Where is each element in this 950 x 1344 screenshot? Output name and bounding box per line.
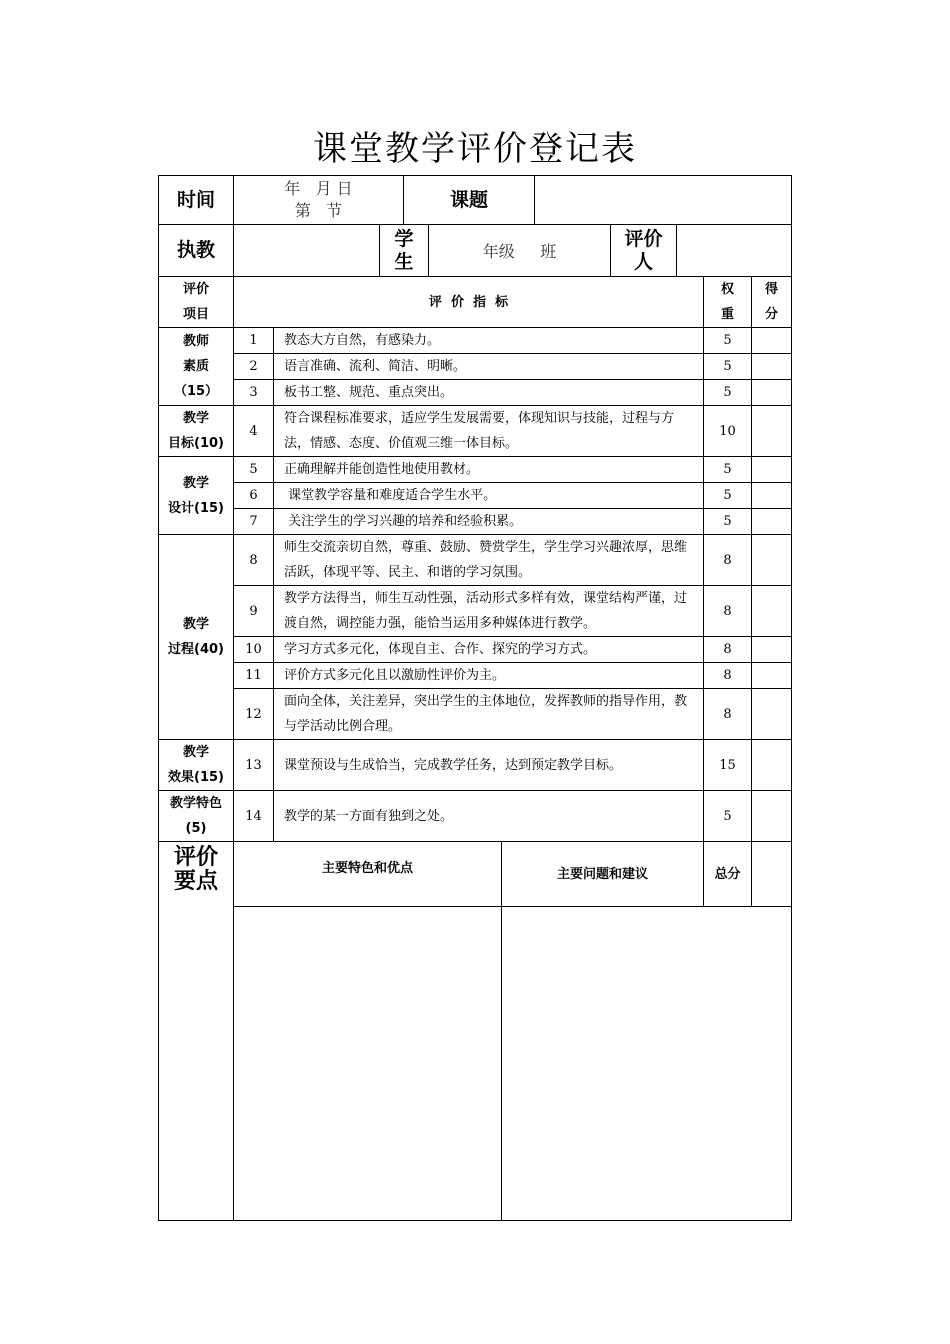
criterion-text: 教学方法得当，师生互动性强，活动形式多样有效，课堂结构严谨，过渡自然，调控能力强，能恰当运用多种媒体进行教学。 [274,586,704,637]
teacher-label: 执教 [159,225,234,277]
category-teaching-process [159,535,234,740]
score-field[interactable] [752,637,792,663]
row-weight: 5 [704,791,752,842]
table-row [159,791,792,842]
category-teaching-feature [159,791,234,842]
criterion-text: 关注学生的学习兴趣的培养和经验积累。 [274,509,704,535]
col-weight-header [704,277,752,328]
criterion-text: 面向全体，关注差异，突出学生的主体地位，发挥教师的指导作用，教与学活动比例合理。 [274,689,704,740]
category-line: 教师 [182,334,209,349]
category-teaching-effect [159,740,234,791]
table-row [159,637,792,663]
row-weight: 8 [704,637,752,663]
evaluation-points-line2: 要点 [173,869,218,894]
row-number: 4 [234,406,274,457]
criterion-text: 教学的某一方面有独到之处。 [274,791,704,842]
criterion-text: 课堂教学容量和难度适合学生水平。 [274,483,704,509]
score-field[interactable] [752,689,792,740]
row-number: 8 [234,535,274,586]
evaluation-table [158,276,792,1221]
score-field[interactable] [752,406,792,457]
category-line: 设计(15) [168,500,224,516]
row-number: 11 [234,663,274,689]
category-teaching-goals [159,406,234,457]
score-field[interactable] [752,457,792,483]
category-line: 教学 [182,745,209,760]
col-score-header-line2: 分 [764,307,778,322]
topic-label: 课题 [404,176,535,225]
category-line: 目标(10) [168,436,224,451]
row-weight: 5 [704,509,752,535]
score-field[interactable] [752,586,792,637]
criterion-text: 符合课程标准要求，适应学生发展需要，体现知识与技能，过程与方法，情感、态度、价值观三维一体目标。 [274,406,704,457]
criterion-text: 教态大方自然，有感染力。 [274,328,704,354]
table-row [159,457,792,483]
col-weight-header-line2: 重 [720,307,734,322]
features-text-area[interactable] [234,907,502,1221]
evaluator-label-line2: 人 [633,250,653,273]
category-line: 教学 [182,617,209,632]
category-line: （15） [173,384,219,399]
table-row [159,535,792,586]
total-score-field[interactable] [752,842,792,907]
col-item-header-line1: 评价 [182,282,209,297]
category-line: 教学 [182,475,209,491]
features-label: 主要特色和优点 [234,842,502,907]
evaluation-points-label [159,842,234,1221]
teacher-field[interactable] [234,225,380,277]
row-weight: 5 [704,354,752,380]
row-weight: 5 [704,483,752,509]
col-weight-header-line1: 权 [720,282,734,297]
header-row-teacher [158,224,792,277]
row-number: 12 [234,689,274,740]
student-field[interactable]: 年级 班 [429,225,611,277]
evaluator-label [611,225,677,277]
problems-text-area[interactable] [502,907,792,1221]
table-row [159,483,792,509]
col-score-header [752,277,792,328]
score-field[interactable] [752,380,792,406]
table-header-row [159,277,792,328]
criterion-text: 师生交流亲切自然，尊重、鼓励、赞赏学生，学生学习兴趣浓厚，思维活跃，体现平等、民主、和谐的学习氛围。 [274,535,704,586]
category-teacher-quality [159,328,234,406]
table-row [159,740,792,791]
criterion-text: 板书工整、规范、重点突出。 [274,380,704,406]
student-label-line1: 学 [394,227,414,250]
time-field[interactable] [234,176,404,225]
form-title: 课堂教学评价登记表 [313,129,637,169]
table-row [159,509,792,535]
row-weight: 10 [704,406,752,457]
col-score-header-line1: 得 [764,282,778,297]
row-number: 13 [234,740,274,791]
criterion-text: 学习方式多元化，体现自主、合作、探究的学习方式。 [274,637,704,663]
student-label-line2: 生 [394,250,414,273]
category-line: 素质 [182,359,209,374]
summary-body-row [159,907,792,1221]
table-row [159,328,792,354]
row-number: 6 [234,483,274,509]
table-row [159,689,792,740]
student-label [380,225,429,277]
evaluation-points-line1: 评价 [173,845,218,870]
topic-field[interactable] [535,176,792,225]
col-item-header-line2: 项目 [182,307,209,322]
evaluator-label-line1: 评价 [624,227,663,250]
criterion-text: 课堂预设与生成恰当，完成教学任务，达到预定教学目标。 [274,740,704,791]
row-number: 5 [234,457,274,483]
summary-header-row [159,842,792,907]
table-row [159,406,792,457]
score-field[interactable] [752,354,792,380]
row-weight: 15 [704,740,752,791]
category-line: 效果(15) [168,770,224,785]
row-number: 3 [234,380,274,406]
criterion-text: 语言准确、流利、简洁、明晰。 [274,354,704,380]
category-line: (5) [185,821,207,836]
row-weight: 8 [704,586,752,637]
col-indicator-header: 评 价 指 标 [234,277,704,328]
score-field[interactable] [752,328,792,354]
table-row [159,586,792,637]
score-field[interactable] [752,509,792,535]
score-field[interactable] [752,535,792,586]
row-number: 1 [234,328,274,354]
row-number: 9 [234,586,274,637]
time-date-line: 年 月 日 [284,179,353,198]
category-teaching-design [159,457,234,535]
total-label: 总分 [704,842,752,907]
evaluator-field[interactable] [677,225,792,277]
criterion-text: 评价方式多元化且以激励性评价为主。 [274,663,704,689]
category-line: 教学特色 [169,796,222,811]
problems-label: 主要问题和建议 [502,842,704,907]
row-weight: 8 [704,689,752,740]
score-field[interactable] [752,663,792,689]
table-row [159,663,792,689]
score-field[interactable] [752,791,792,842]
row-weight: 5 [704,380,752,406]
score-field[interactable] [752,740,792,791]
row-number: 7 [234,509,274,535]
time-label: 时间 [159,176,234,225]
category-line: 过程(40) [168,642,224,657]
row-number: 2 [234,354,274,380]
criterion-text: 正确理解并能创造性地使用教材。 [274,457,704,483]
time-period-line: 第 节 [294,201,343,220]
row-weight: 8 [704,535,752,586]
row-number: 10 [234,637,274,663]
score-field[interactable] [752,483,792,509]
row-weight: 5 [704,457,752,483]
row-number: 14 [234,791,274,842]
category-line: 教学 [182,411,209,426]
col-item-header [159,277,234,328]
header-row-time [158,175,792,225]
row-weight: 8 [704,663,752,689]
row-weight: 5 [704,328,752,354]
table-row [159,380,792,406]
table-row [159,354,792,380]
